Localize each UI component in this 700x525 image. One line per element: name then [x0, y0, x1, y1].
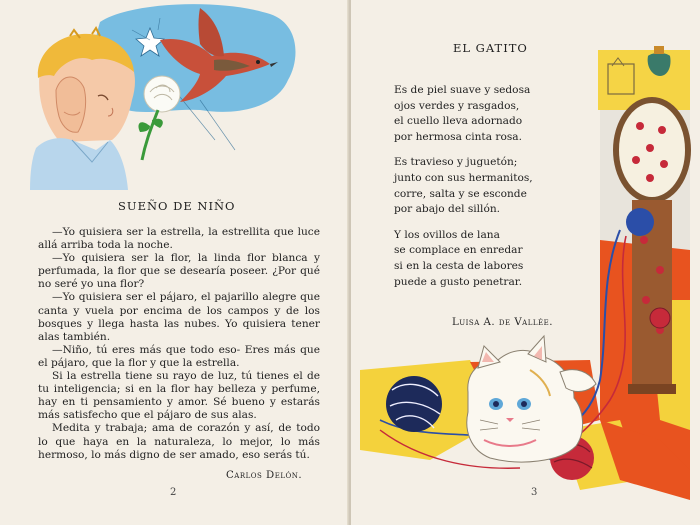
poem-author: Luisa A. de Vallée.: [452, 317, 553, 328]
poem-line: puede a gusto penetrar.: [394, 275, 523, 288]
page-number: 3: [531, 487, 538, 498]
poem-text: [394, 83, 594, 300]
poem-line: por hermosa cinta rosa.: [394, 130, 522, 143]
story-paragraph: —Yo quisiera ser la estrella, la estrellita que luce allá arriba toda la noche.: [38, 226, 320, 252]
poem-line: junto con sus hermanitos,: [394, 171, 533, 184]
poem-stanza: [394, 155, 594, 217]
poem-line: si en la cesta de labores: [394, 259, 524, 272]
poem-stanza: [394, 83, 594, 145]
story-paragraph: Medita y trabaja; ama de corazón y así, de todo lo que haya en la naturaleza, lo mejor, lo más hermoso, lo más digno de ser amado, eso serás tú.: [38, 422, 320, 461]
story-paragraph: —Yo quisiera ser la flor, la linda flor blanca y perfumada, la flor que se desearía poseer. ¿Por qué no seré yo una flor?: [38, 252, 320, 291]
poem-line: el cuello lleva adornado: [394, 115, 523, 128]
poem-line: Es travieso y juguetón;: [394, 156, 518, 169]
poem-title: EL GATITO: [453, 41, 528, 55]
poem-line: se complace en enredar: [394, 244, 523, 257]
poem-line: corre, salta y se esconde: [394, 187, 527, 200]
poem-line: ojos verdes y rasgados,: [394, 99, 520, 112]
boy-dreaming-illustration: [0, 0, 349, 200]
story-title: SUEÑO DE NIÑO: [118, 199, 236, 213]
story-text: [38, 226, 320, 462]
poem-stanza: [394, 228, 594, 290]
story-paragraph: —Niño, tú eres más que todo eso- Eres más que el pájaro, que la flor y que la estrella.: [38, 343, 320, 369]
story-author: Carlos Delón.: [226, 470, 303, 481]
page-number: 2: [170, 487, 177, 498]
poem-line: Y los ovillos de lana: [394, 228, 500, 241]
poem-line: por abajo del sillón.: [394, 203, 501, 216]
story-paragraph: —Yo quisiera ser el pájaro, el pajarillo alegre que canta y vuela por encima de los campos y de los bosques y llega hasta las nubes. Yo quisiera tener alas también.: [38, 291, 320, 343]
poem-line: Es de piel suave y sedosa: [394, 84, 531, 96]
story-paragraph: Si la estrella tiene su rayo de luz, tú tienes el de tu inteligencia; si en la flor hay belleza y perfume, hay en ti pensamiento y amor. Sé bueno y estarás más satisfecho que el pájaro de sus alas.: [38, 370, 320, 422]
